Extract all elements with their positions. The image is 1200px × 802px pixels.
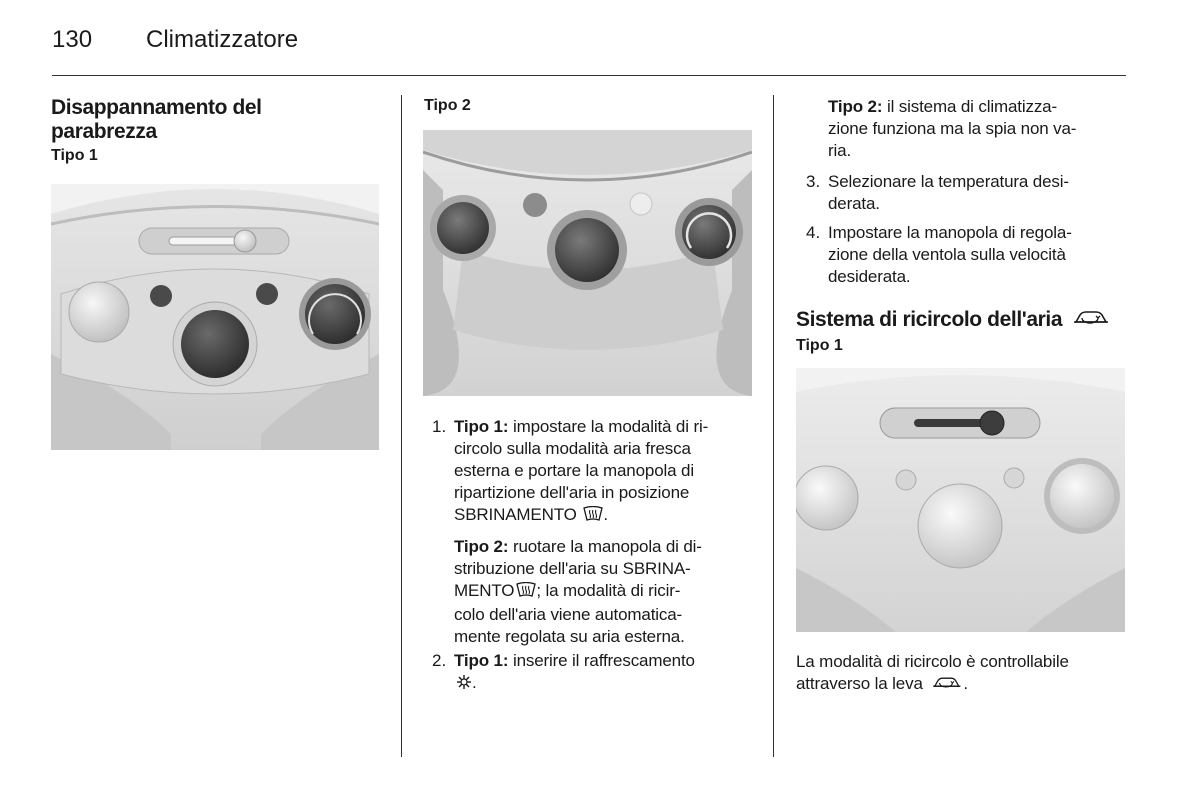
paragraph: Tipo 1: impostare la modalità di ri- circolo sulla modalità aria fresca esterna e portare la manopola di ripartizione dell'aria in posizione SBRINAMENTO .	[454, 416, 754, 528]
climate-panel-photo-type1-recirculation	[796, 368, 1125, 632]
heading-text: Sistema di ricircolo dell'aria	[796, 308, 1063, 331]
text-line: ria.	[828, 141, 852, 160]
text-line: attraverso la leva	[796, 674, 923, 693]
text-line: zione della ventola sulla velocità	[828, 245, 1066, 264]
text-line: MENTO	[454, 581, 515, 600]
subheading-tipo2: Tipo 2	[424, 97, 471, 114]
text-line: ruotare la manopola di di-	[512, 537, 702, 556]
lead-label: Tipo 1:	[454, 651, 509, 670]
paragraph: Tipo 1: inserire il raffrescamento .	[454, 650, 754, 696]
climate-panel-photo-type1-defrost	[51, 184, 379, 450]
subheading-tipo1: Tipo 1	[51, 147, 98, 164]
climate-panel-photo-type2	[423, 130, 752, 396]
snowflake-icon	[456, 674, 472, 696]
figure-caption	[796, 651, 1128, 697]
lead-label: Tipo 2:	[828, 97, 883, 116]
subheading-tipo1: Tipo 1	[796, 337, 843, 354]
lead-label: Tipo 2:	[454, 537, 509, 556]
air-recirculation-car-icon	[1070, 308, 1110, 334]
text-line: esterna e portare la manopola di	[454, 461, 694, 480]
heading-line: parabrezza	[51, 120, 157, 143]
paragraph	[454, 536, 754, 648]
windshield-defrost-icon	[583, 506, 603, 528]
section-heading	[51, 96, 381, 144]
list-number: 4.	[806, 223, 821, 242]
text-line: il sistema di climatizza-	[886, 97, 1057, 116]
text-line: mente regolata su aria esterna.	[454, 627, 685, 646]
lead-label: Tipo 1:	[454, 417, 509, 436]
text-line: colo dell'aria viene automatica-	[454, 605, 683, 624]
text-line: SBRINAMENTO	[454, 505, 577, 524]
header-rule	[52, 75, 1126, 76]
paragraph	[828, 222, 1128, 288]
list-number: 2.	[432, 651, 447, 670]
heading-line: Disappannamento del	[51, 96, 262, 119]
text-line: ripartizione dell'aria in posizione	[454, 483, 690, 502]
paragraph: La modalità di ricircolo è controllabile attraverso la leva .	[796, 651, 1128, 697]
text-line: derata.	[828, 194, 880, 213]
text-line: ; la modalità di ricir-	[536, 581, 681, 600]
section-title: Climatizzatore	[146, 26, 299, 53]
paragraph	[828, 171, 1128, 215]
text-line: impostare la modalità di ri-	[512, 417, 709, 436]
text-line: desiderata.	[828, 267, 911, 286]
text-line: stribuzione dell'aria su SBRINA-	[454, 559, 691, 578]
page-number: 130	[52, 26, 93, 53]
text-line: La modalità di ricircolo è controllabile	[796, 652, 1069, 671]
recirculation-section	[796, 308, 1126, 356]
list-number: 3.	[806, 172, 821, 191]
air-recirculation-car-icon	[929, 675, 963, 697]
column-left	[51, 96, 381, 166]
column-divider	[773, 95, 774, 757]
text-line: Selezionare la temperatura desi-	[828, 172, 1069, 191]
windshield-defrost-icon	[516, 582, 536, 604]
text-line: circolo sulla modalità aria fresca	[454, 439, 691, 458]
list-number: 1.	[432, 417, 447, 436]
section-heading	[796, 308, 1126, 334]
column-divider	[401, 95, 402, 757]
paragraph	[828, 96, 1128, 162]
text-line: zione funziona ma la spia non va-	[828, 119, 1077, 138]
text-line: inserire il raffrescamento	[512, 651, 695, 670]
column-middle	[424, 96, 754, 116]
text-line: Impostare la manopola di regola-	[828, 223, 1072, 242]
